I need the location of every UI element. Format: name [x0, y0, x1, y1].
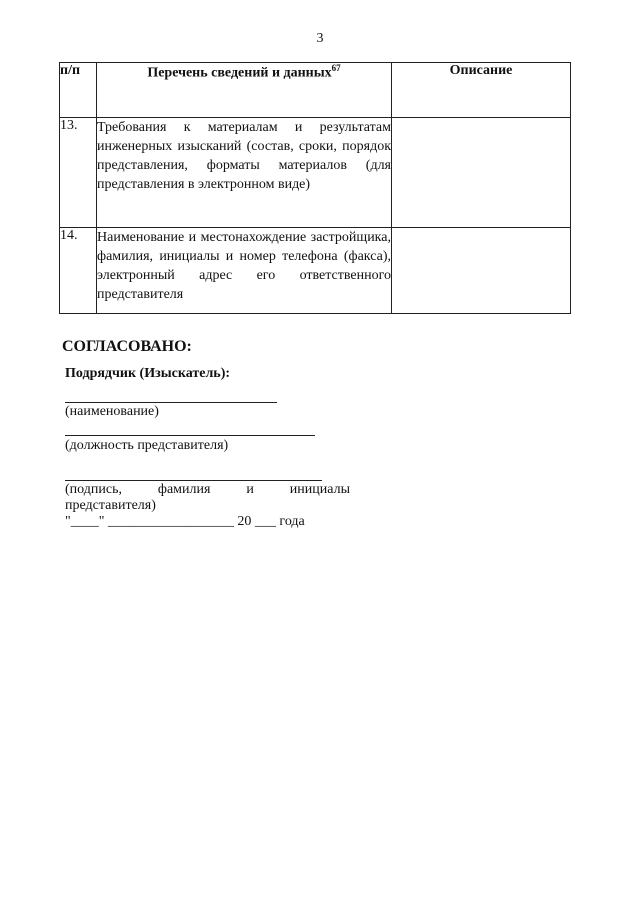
data-table — [59, 62, 571, 314]
header-description: Описание — [392, 63, 571, 118]
signature-caption-line2: представителя) — [65, 498, 156, 513]
position-signature-line — [65, 435, 315, 436]
header-list — [97, 63, 392, 118]
table-header-row — [60, 63, 571, 118]
table-row — [60, 228, 571, 314]
header-list-label: Перечень сведений и данных — [147, 65, 332, 81]
contractor-label: Подрядчик (Изыскатель): — [65, 366, 231, 381]
position-caption: (должность представителя) — [65, 438, 229, 453]
row-text: Требования к материалам и результатам инженерных изысканий (состав, сроки, порядок представления, форматы материалов (для представления в электронном виде) — [97, 118, 392, 228]
name-signature-line — [65, 402, 277, 403]
approval-title: СОГЛАСОВАНО: — [62, 338, 192, 355]
row-description — [392, 228, 571, 314]
date-line: "____" __________________ 20 ___ года — [65, 514, 305, 529]
header-num: п/п — [60, 63, 97, 118]
signature-line — [65, 480, 322, 481]
name-caption: (наименование) — [65, 404, 159, 419]
row-text: Наименование и местонахождение застройщика, фамилия, инициалы и номер телефона (факса), электронный адрес его ответственного представителя — [97, 228, 392, 314]
signature-caption-line1: (подпись, фамилия и инициалы — [65, 482, 350, 497]
row-number: 13. — [60, 118, 97, 228]
page-number: 3 — [316, 31, 324, 46]
table-row — [60, 118, 571, 228]
row-number: 14. — [60, 228, 97, 314]
footnote-ref: 67 — [331, 63, 341, 73]
row-description — [392, 118, 571, 228]
